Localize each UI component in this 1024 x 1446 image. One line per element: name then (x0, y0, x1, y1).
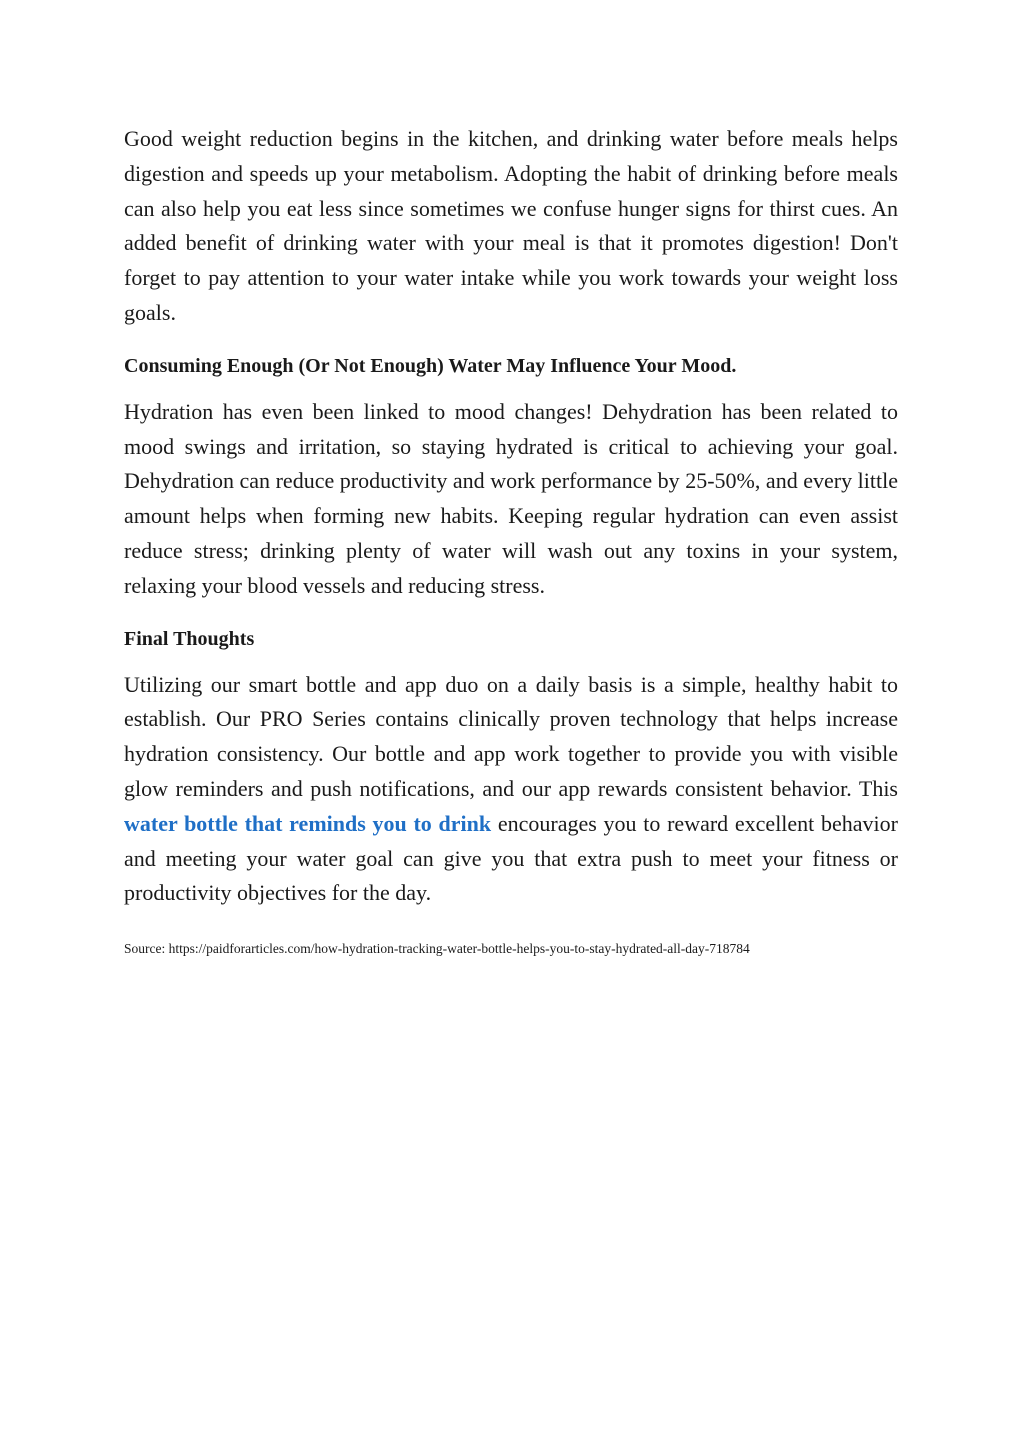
mood-heading: Consuming Enough (Or Not Enough) Water May Influence Your Mood. (124, 354, 737, 377)
source-line: Source: https://paidforarticles.com/how-hydration-tracking-water-bottle-helps-you-to-stay-hydrated-all-day-718784 (124, 941, 750, 957)
final-paragraph-text-before-link: Utilizing our smart bottle and app duo on a daily basis is a simple, healthy habit to establish. Our PRO Series contains clinically proven technology that helps increase hydration consistency. Our bottle and app work together to provide you with visible glow reminders and push notifications, and our app rewards consistent behavior. This (124, 671, 898, 801)
mood-paragraph: Hydration has even been linked to mood changes! Dehydration has been related to mood swings and irritation, so staying hydrated is critical to achieving your goal. Dehydration can reduce productivity and work performance by 25-50%, and every little amount helps when forming new habits. Keeping regular hydration can even assist reduce stress; drinking plenty of water will wash out any toxins in your system, relaxing your blood vessels and reducing stress. (124, 398, 898, 598)
document-page (124, 122, 898, 959)
water-bottle-link[interactable]: water bottle that reminds you to drink (124, 810, 492, 836)
intro-paragraph: Good weight reduction begins in the kitchen, and drinking water before meals helps digestion and speeds up your metabolism. Adopting the habit of drinking before meals can also help you eat less since sometimes we confuse hunger signs for thirst cues. An added benefit of drinking water with your meal is that it promotes digestion! Don't forget to pay attention to your water intake while you work towards your weight loss goals. (124, 126, 898, 325)
final-paragraph-text-after-link: encourages you to reward excellent behavior and meeting your water goal can give you that extra push to meet your fitness or productivity objectives for the day. (124, 810, 898, 906)
final-thoughts-heading: Final Thoughts (124, 627, 255, 650)
final-thoughts-paragraph (124, 668, 898, 912)
